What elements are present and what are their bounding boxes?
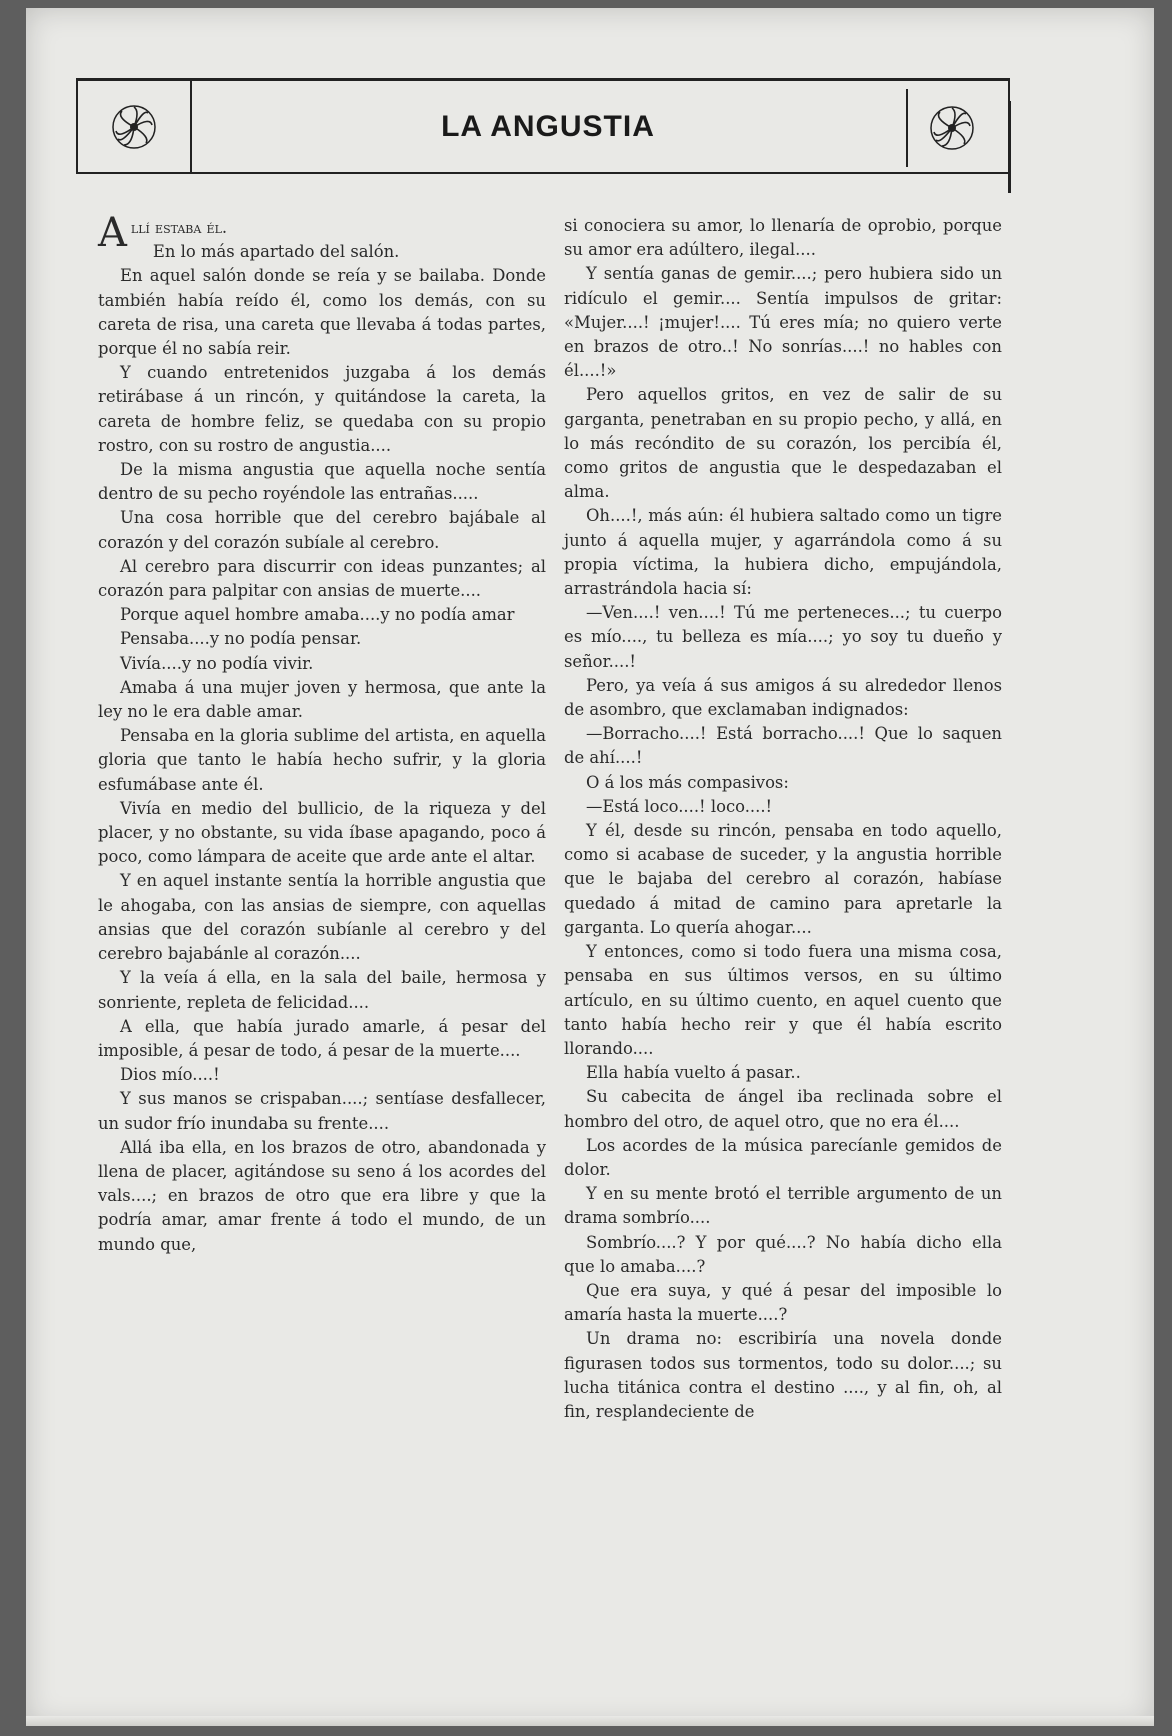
paragraph: Y la veía á ella, en la sala del baile, hermosa y sonriente, repleta de felicidad.... (98, 968, 546, 1012)
paragraph: Dios mío....! (120, 1065, 220, 1085)
paragraph: Y cuando entretenidos juzgaba á los demás retirábase á un rincón, y quitándose la careta, la careta de hombre feliz, se quedaba con su propio rostro, con su rostro de angustia.... (98, 363, 546, 455)
right-column (564, 214, 1002, 1424)
paragraph: O á los más compasivos: (586, 772, 789, 792)
header-rule (1008, 101, 1011, 193)
paragraph: En lo más apartado del salón. (152, 242, 400, 262)
paragraph: Porque aquel hombre amaba....y no podía amar (120, 605, 515, 625)
paragraph: Una cosa horrible que del cerebro bajábale al corazón y del corazón subíale al cerebro. (98, 508, 546, 552)
page-title: LA ANGUSTIA (441, 109, 655, 143)
ornament-box-right (906, 89, 996, 167)
paragraph: —Ven....! ven....! Tú me perteneces...; tu cuerpo es mío...., tu belleza es mía....; yo soy tu dueño y señor....! (564, 603, 1002, 671)
paragraph: Y él, desde su rincón, pensaba en todo aquello, como si acabase de suceder, y la angustia horrible que le bajaba del cerebro al corazón, habíase quedado á mitad de camino para apretarle la garganta. Lo quería ahogar.... (564, 821, 1002, 937)
left-column (98, 210, 546, 1257)
opening-text: llí estaba él. (130, 218, 228, 237)
paragraph: Un drama no: escribiría una novela donde figurasen todos sus tormentos, todo su dolor....; su lucha titánica contra el destino ...., y al fin, oh, al fin, resplandeciente de (564, 1329, 1002, 1421)
paragraph: A ella, que había jurado amarle, á pesar del imposible, á pesar de todo, á pesar de la muerte.... (98, 1016, 546, 1060)
paragraph: Los acordes de la música parecíanle gemidos de dolor. (564, 1135, 1002, 1179)
book-page (26, 8, 1154, 1726)
paragraph: Pero, ya veía á sus amigos á su alrededor llenos de asombro, que exclamaban indignados: (564, 675, 1002, 720)
paragraph: Vivía....y no podía vivir. (120, 653, 314, 673)
paragraph: En aquel salón donde se reía y se bailaba. Donde también había reído él, como los demás, con su careta de risa, una careta que llevaba á todas partes, porque él no sabía reir. (98, 266, 546, 359)
page-edge (26, 1716, 1154, 1726)
paragraph: —Está loco....! loco....! (586, 796, 773, 816)
paragraph: Vivía en medio del bullicio, de la riqueza y del placer, y no obstante, su vida íbase apagando, poco á poco, como lámpara de aceite que arde ante el altar. (98, 798, 546, 867)
paragraph: Amaba á una mujer joven y hermosa, que ante la ley no le era dable amar. (98, 677, 546, 722)
ornament-box-left (78, 81, 192, 172)
paragraph: De la misma angustia que aquella noche sentía dentro de su pecho royéndole las entrañas..... (98, 460, 546, 504)
paragraph: Ella había vuelto á pasar.. (586, 1063, 801, 1083)
rosette-ornament-icon (110, 103, 158, 151)
title-header (76, 78, 1010, 174)
paragraph: Y sentía ganas de gemir....; pero hubiera sido un ridículo el gemir.... Sentía impulsos de gritar: «Mujer....! ¡mujer!.... Tú eres mía; no quiero verte en brazos de otro..! No sonrías....! no hables con él....!» (564, 264, 1002, 381)
paragraph: Sombrío....? Y por qué....? No había dicho ella que lo amaba....? (564, 1232, 1002, 1276)
paragraph: Allá iba ella, en los brazos de otro, abandonada y llena de placer, agitándose su seno á los acordes del vals....; en brazos de otro que era libre y que la podría amar, amar frente á todo el mundo, de un mundo que, (98, 1137, 546, 1254)
paragraph: Al cerebro para discurrir con ideas punzantes; al corazón para palpitar con ansias de muerte.... (98, 556, 546, 601)
paragraph: Oh....!, más aún: él hubiera saltado como un tigre junto á aquella mujer, y agarrándola como á su propia víctima, la hubiera dicho, empujándola, arrastrándola hacia sí: (564, 506, 1002, 599)
rosette-ornament-icon (928, 104, 976, 152)
paragraph: —Borracho....! Está borracho....! Que lo saquen de ahí....! (564, 724, 1002, 768)
paragraph: Pensaba en la gloria sublime del artista, en aquella gloria que tanto le había hecho sufrir, y la gloria esfumábase ante él. (98, 726, 546, 794)
paragraph: Y en su mente brotó el terrible argumento de un drama sombrío.... (564, 1184, 1002, 1228)
paragraph: Pensaba....y no podía pensar. (120, 629, 362, 649)
continuation-paragraph: si conociera su amor, lo llenaría de oprobio, porque su amor era adúltero, ilegal.... (564, 216, 1002, 260)
paragraph: Que era suya, y qué á pesar del imposible lo amaría hasta la muerte....? (564, 1280, 1002, 1325)
paragraph: Y en aquel instante sentía la horrible angustia que le ahogaba, con las ansias de siempre, con aquellas ansias que del corazón subíanle al cerebro y del cerebro bajabánle al corazón.... (98, 871, 546, 964)
drop-cap: A (98, 210, 127, 256)
paragraph: Y sus manos se crispaban....; sentíase desfallecer, un sudor frío inundaba su frente.... (98, 1089, 546, 1133)
paragraph: Y entonces, como si todo fuera una misma cosa, pensaba en sus últimos versos, en su último artículo, en su último cuento, en aquel cuento que tanto había hecho reir y que él había escrito llorando.... (564, 942, 1002, 1058)
paragraph: Su cabecita de ángel iba reclinada sobre el hombro del otro, de aquel otro, que no era él.... (564, 1087, 1002, 1131)
paragraph: Pero aquellos gritos, en vez de salir de su garganta, penetraban en su propio pecho, y allá, en lo más recóndito de su corazón, los percibía él, como gritos de angustia que le despedazaban el alma. (564, 385, 1002, 502)
